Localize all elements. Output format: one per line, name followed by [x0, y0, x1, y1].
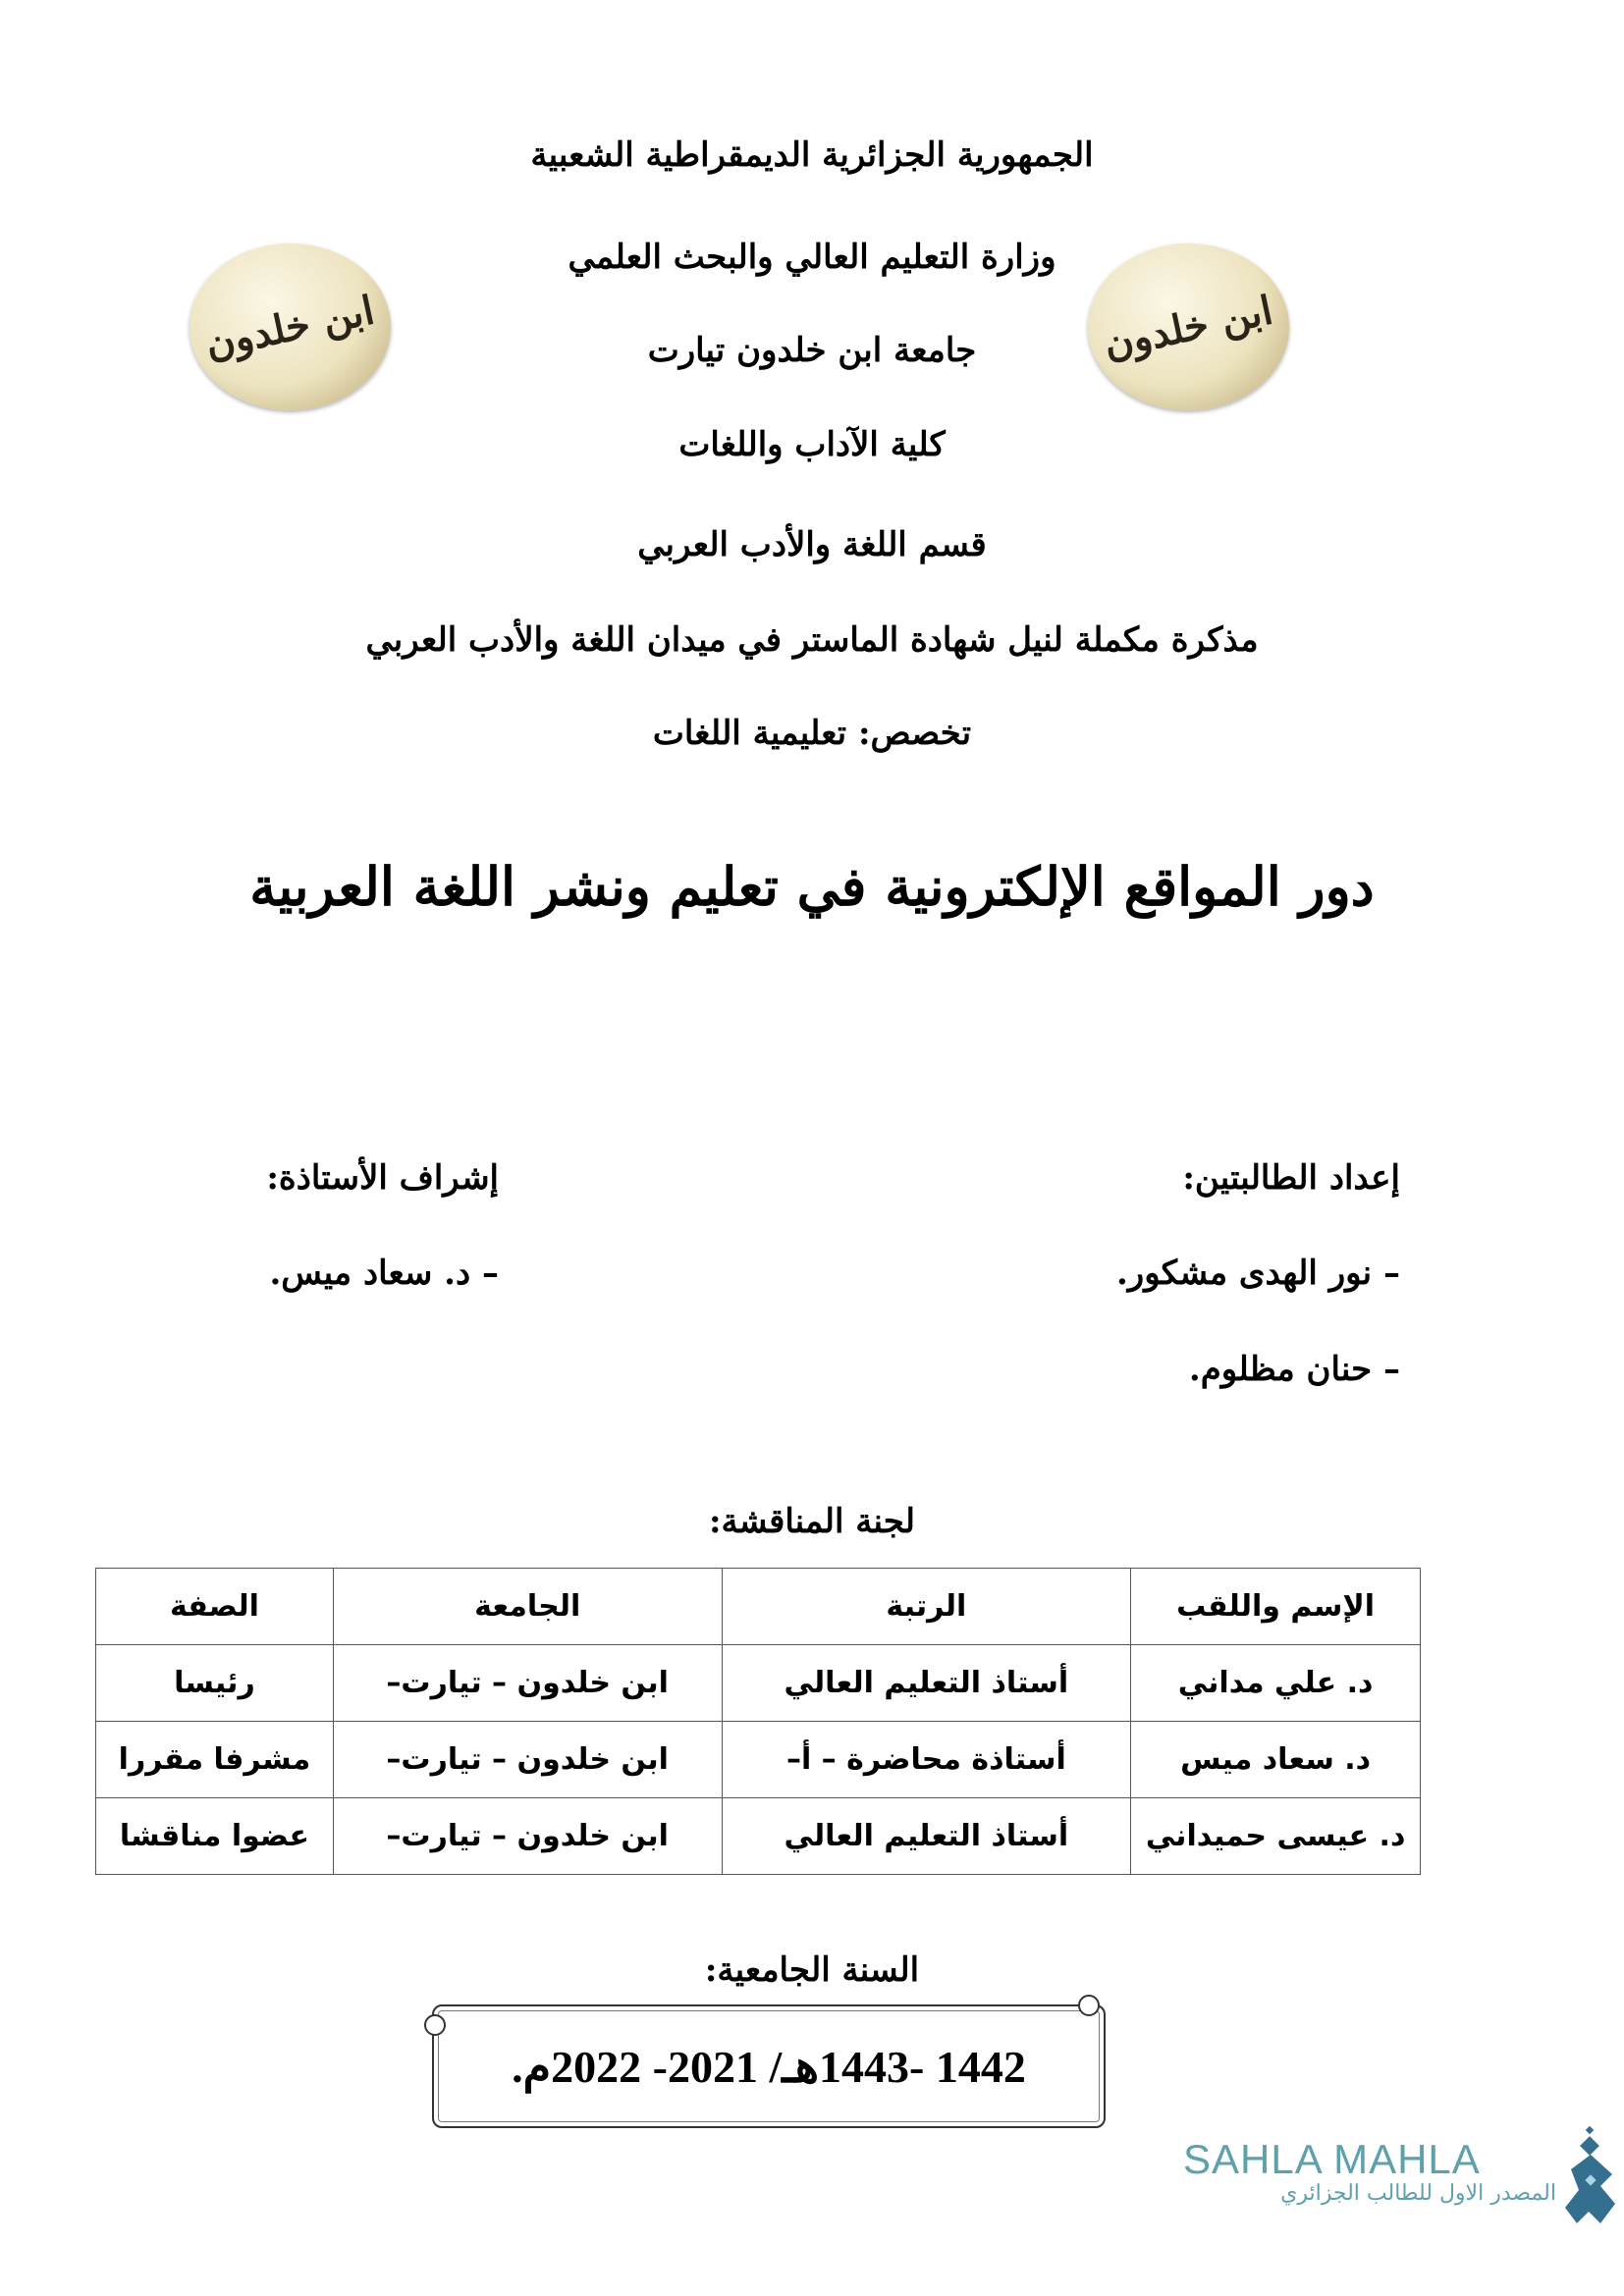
- header-rank: الرتبة: [722, 1569, 1131, 1645]
- department-line: قسم اللغة والأدب العربي: [637, 525, 987, 564]
- specialty-line: تخصص: تعليمية اللغات: [652, 714, 972, 753]
- committee-label: لجنة المناقشة:: [708, 1502, 916, 1541]
- ministry-line: وزارة التعليم العالي والبحث العلمي: [568, 238, 1056, 277]
- students-label: إعداد الطالبتين:: [1182, 1158, 1400, 1198]
- table-row: [96, 1645, 1421, 1722]
- header-university: الجامعة: [333, 1569, 722, 1645]
- table-row: [96, 1722, 1421, 1798]
- supervisor-name: – د. سعاد ميس.: [269, 1254, 499, 1293]
- cell-rank: أستاذ التعليم العالي: [722, 1798, 1131, 1875]
- cell-name: د. سعاد ميس: [1131, 1722, 1421, 1798]
- cell-university: ابن خلدون – تيارت–: [333, 1798, 722, 1875]
- cell-role: عضوا مناقشا: [96, 1798, 334, 1875]
- cell-rank: أستاذ التعليم العالي: [722, 1645, 1131, 1722]
- cell-university: ابن خلدون – تيارت–: [333, 1722, 722, 1798]
- faculty-line: كلية الآداب واللغات: [678, 425, 946, 464]
- university-seal-right: [1088, 243, 1289, 410]
- cell-name: د. عيسى حميداني: [1131, 1798, 1421, 1875]
- student-name: – حنان مظلوم.: [1188, 1350, 1400, 1389]
- cell-name: د. علي مداني: [1131, 1645, 1421, 1722]
- academic-year-label: السنة الجامعية:: [704, 1950, 920, 1990]
- academic-year-value: 1442 -1443هـ/ 2021- 2022م.: [512, 2042, 1026, 2092]
- student-name: – نور الهدى مشكور.: [1115, 1254, 1400, 1293]
- supervisor-label: إشراف الأستاذة:: [266, 1158, 499, 1198]
- sahla-logo-icon: [1561, 2125, 1620, 2233]
- republic-line: الجمهورية الجزائرية الديمقراطية الشعبية: [530, 135, 1094, 175]
- cell-university: ابن خلدون – تيارت–: [333, 1645, 722, 1722]
- header-name: الإسم واللقب: [1131, 1569, 1421, 1645]
- seal-logo-icon: ابن خلدون: [1100, 286, 1277, 368]
- committee-table: [95, 1568, 1421, 1875]
- academic-year-scroll: [432, 2004, 1106, 2128]
- table-header-row: [96, 1569, 1421, 1645]
- watermark-name: SAHLA MAHLA: [1183, 2136, 1481, 2182]
- scroll-curl-icon: [424, 2014, 446, 2036]
- university-line: جامعة ابن خلدون تيارت: [647, 331, 977, 370]
- cell-role: رئيسا: [96, 1645, 334, 1722]
- table-row: [96, 1798, 1421, 1875]
- cell-role: مشرفا مقررا: [96, 1722, 334, 1798]
- scroll-curl-icon: [1078, 1995, 1100, 2016]
- sahla-mahla-watermark: [1183, 2138, 1556, 2206]
- cell-rank: أستاذة محاضرة – أ–: [722, 1722, 1131, 1798]
- university-seal-left: [189, 243, 391, 410]
- seal-logo-icon: ابن خلدون: [201, 286, 379, 368]
- thesis-note: مذكرة مكملة لنيل شهادة الماستر في ميدان اللغة والأدب العربي: [365, 620, 1259, 660]
- thesis-title: دور المواقع الإلكترونية في تعليم ونشر اللغة العربية: [249, 855, 1375, 918]
- watermark-tagline: المصدر الاول للطالب الجزائري: [1280, 2181, 1556, 2206]
- header-role: الصفة: [96, 1569, 334, 1645]
